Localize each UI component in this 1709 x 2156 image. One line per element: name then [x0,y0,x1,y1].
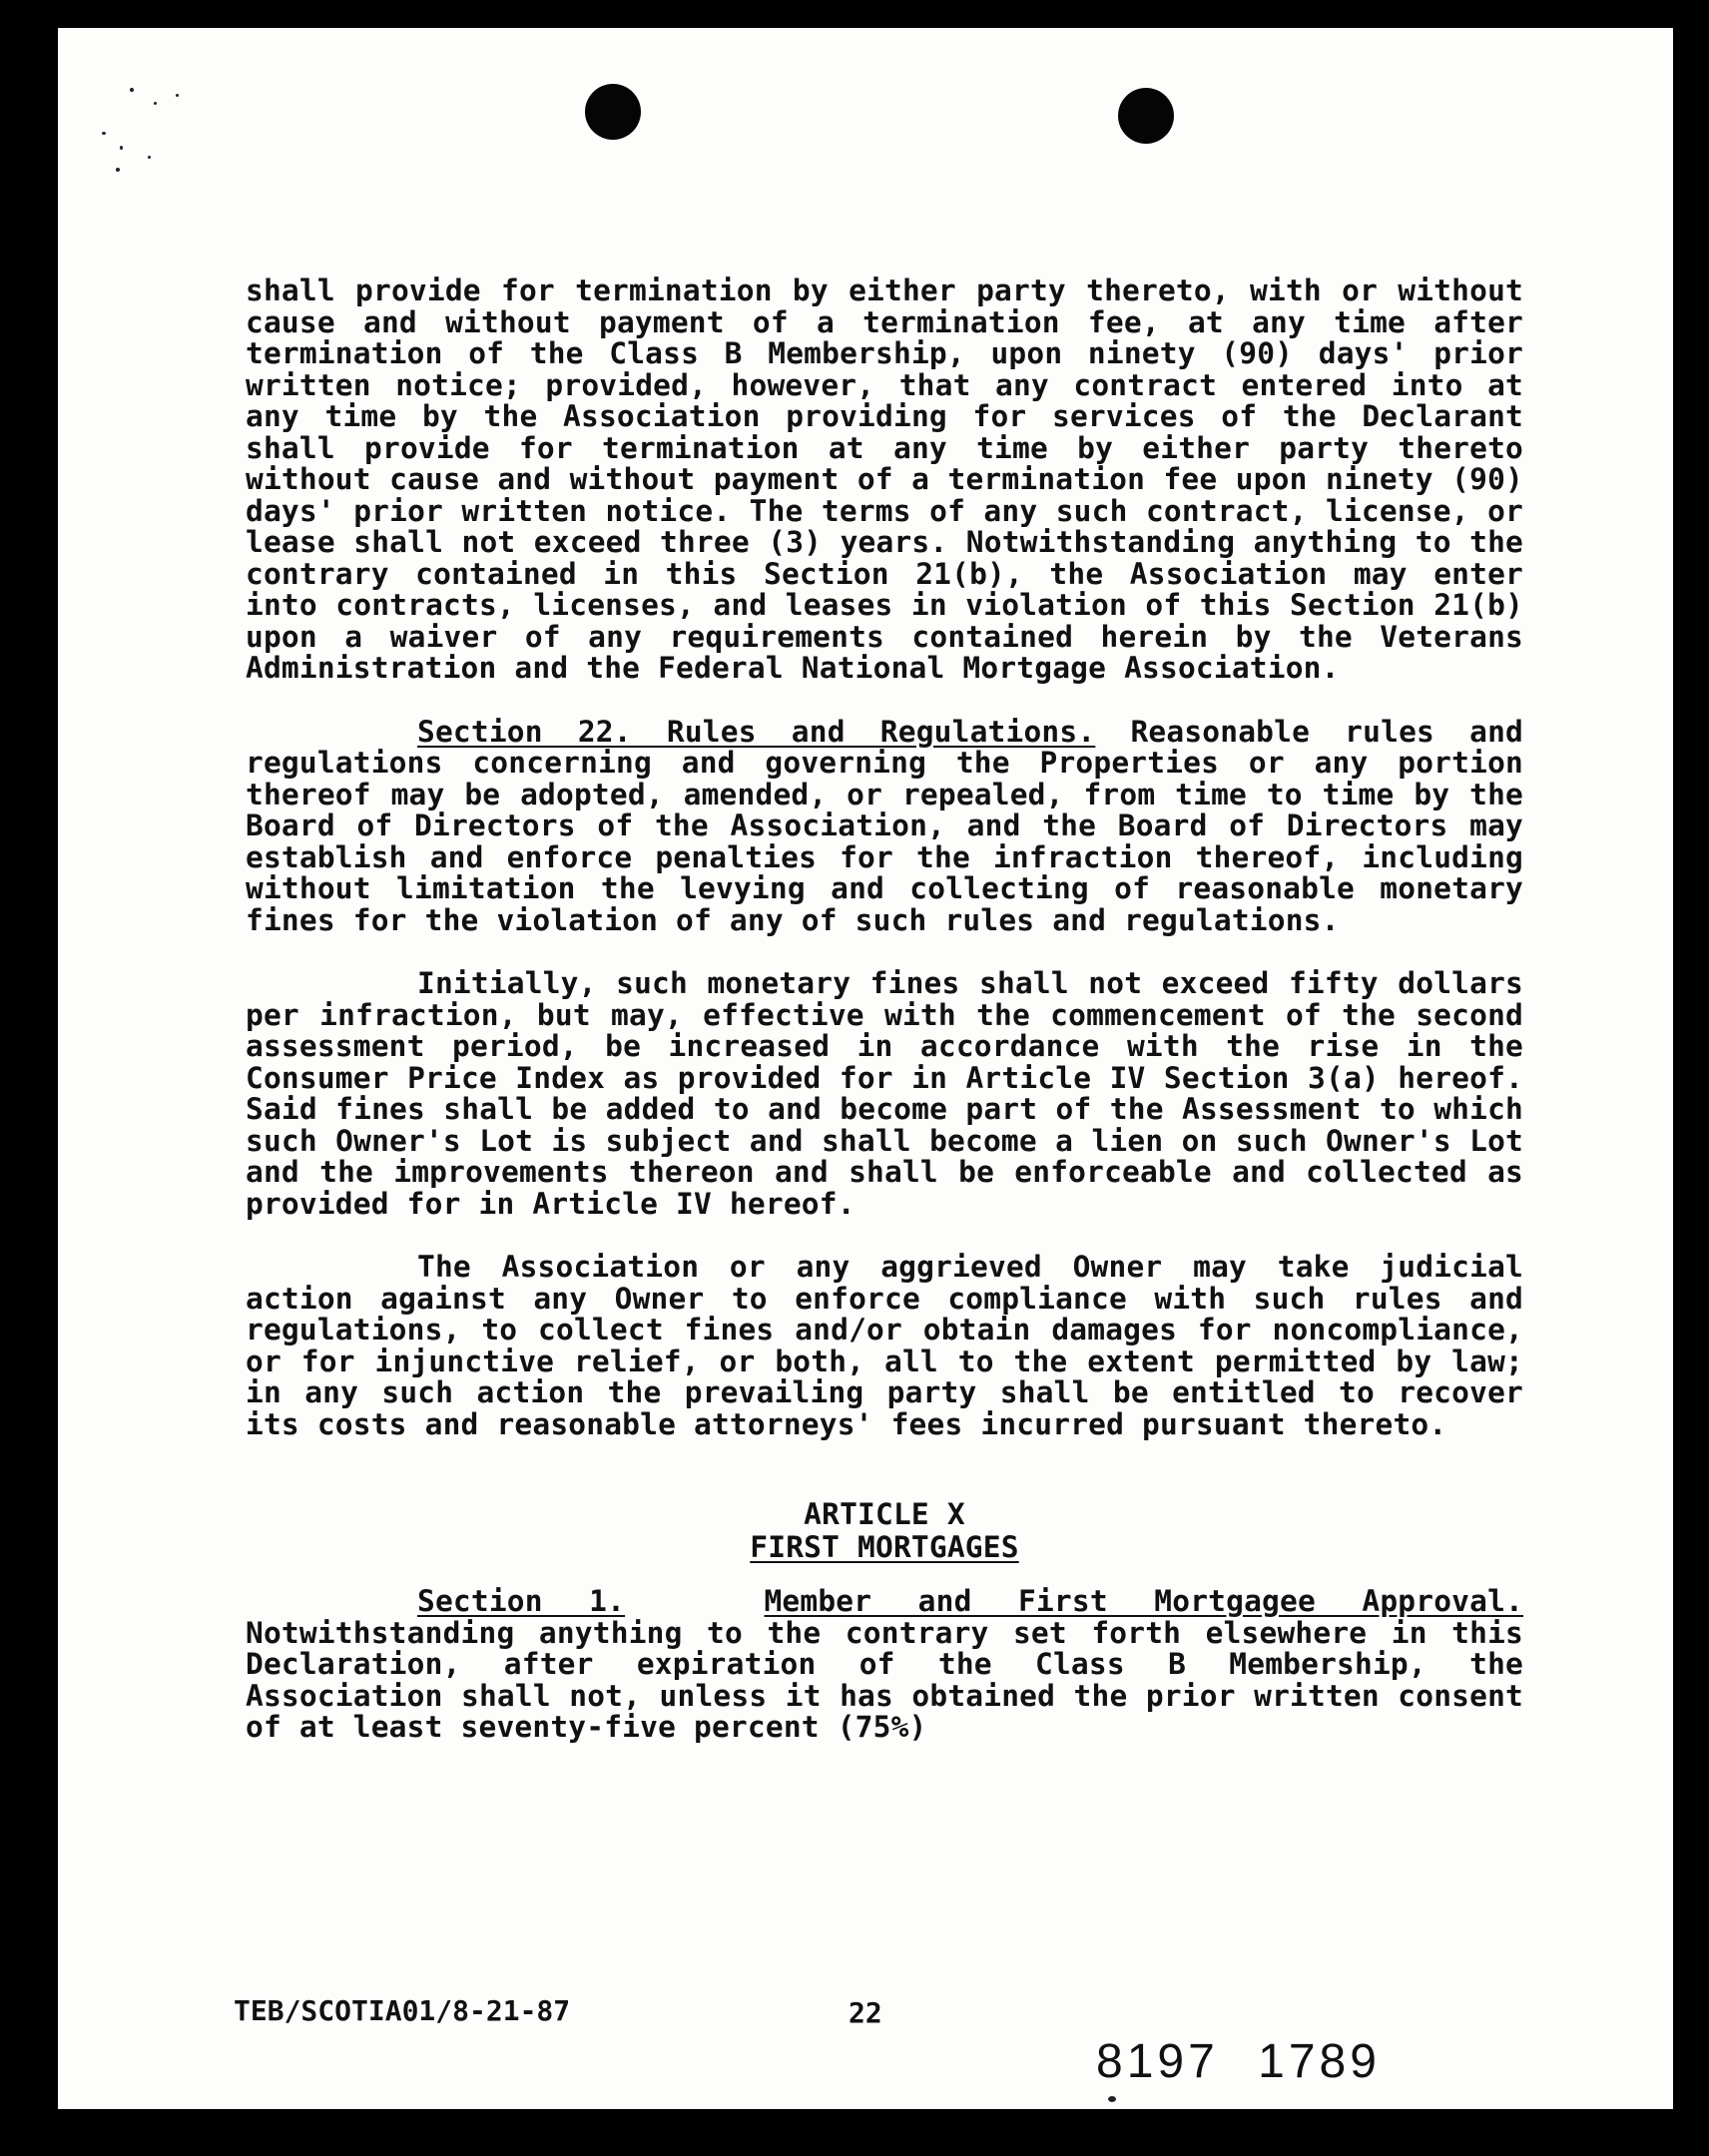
paragraph-section-1 [246,1586,1523,1744]
article-number: ARTICLE X [804,1497,965,1531]
paragraph-section-21b-continued: shall provide for termination by either party thereto, with or without cause and without payment of a termination fee, at any time after termination of the Class B Membership, upon ninety (90) days' prior written notice; provided, however, that any contract entered into at any time by the Association providing for services of the Declarant shall provide for termination at any time by either party thereto without cause and without payment of a termination fee upon ninety (90) days' prior written notice. The terms of any such contract, license, or lease shall not exceed three (3) years. Notwithstanding anything to the contrary contained in this Section 21(b), the Association may enter into contracts, licenses, and leases in violation of this Section 21(b) upon a waiver of any requirements contained herein by the Veterans Administration and the Federal National Mortgage Association. [246,273,1523,685]
document-body [246,275,1523,1744]
article-title: FIRST MORTGAGES [750,1530,1019,1564]
footer-page-number: 22 [849,1996,882,2029]
article-heading [246,1498,1523,1564]
scan-speck [176,94,179,97]
paragraph-judicial-action: The Association or any aggrieved Owner may take judicial action against any Owner to enforce compliance with such rules and regulations, to collect fines and/or obtain damages for noncompliance, or for injunctive relief, or both, all to the extent permitted by law; in any such action the prevailing party shall be entitled to recover its costs and reasonable attorneys' fees incurred pursuant thereto. [246,1250,1523,1441]
section-1-label: Section 1. [417,1584,626,1618]
scan-speck [154,102,157,105]
section-1-body: Notwithstanding anything to the contrary set forth elsewhere in this Declaration, after expiration of the Class B Membership, the Association shall not, unless it has obtained the prior written consent of at least seventy-five percent (75%) [246,1615,1523,1744]
stamp-number: 8197 1789 [1096,2035,1381,2088]
scan-speck [148,156,151,159]
scan-speck [1108,2096,1116,2102]
section-22-body: Reasonable rules and regulations concerning and governing the Properties or any portion thereof may be adopted, amended, or repealed, from time to time by the Board of Directors of the Association, and the Board of Directors may establish and enforce penalties for the infraction thereof, including without limitation the levying and collecting of reasonable monetary fines for the violation of any of such rules and regulations. [246,714,1523,937]
section-1-title: Member and First Mortgagee Approval. [764,1584,1524,1618]
footer-document-id: TEB/SCOTIA01/8-21-87 [234,1994,571,2027]
scan-speck [120,146,123,150]
punch-hole-left [585,84,641,140]
paragraph-monetary-fines: Initially, such monetary fines shall not exceed fifty dollars per infraction, but may, effective with the commencement of the second assessment period, be increased in accordance with the rise in the Consumer Price Index as provided for in Article IV Section 3(a) hereof. Said fines shall be added to and become part of the Assessment to which such Owner's Lot is subject and shall become a lien on such Owner's Lot and the improvements thereon and shall be enforceable and collected as provided for in Article IV hereof. [246,966,1523,1221]
scan-speck [130,88,134,92]
punch-hole-right [1118,88,1174,144]
scan-speck [102,132,106,135]
paragraph-section-22 [246,714,1523,937]
scan-speck [116,168,120,172]
section-22-heading: Section 22. Rules and Regulations. [417,714,1096,749]
document-page [58,28,1673,2109]
